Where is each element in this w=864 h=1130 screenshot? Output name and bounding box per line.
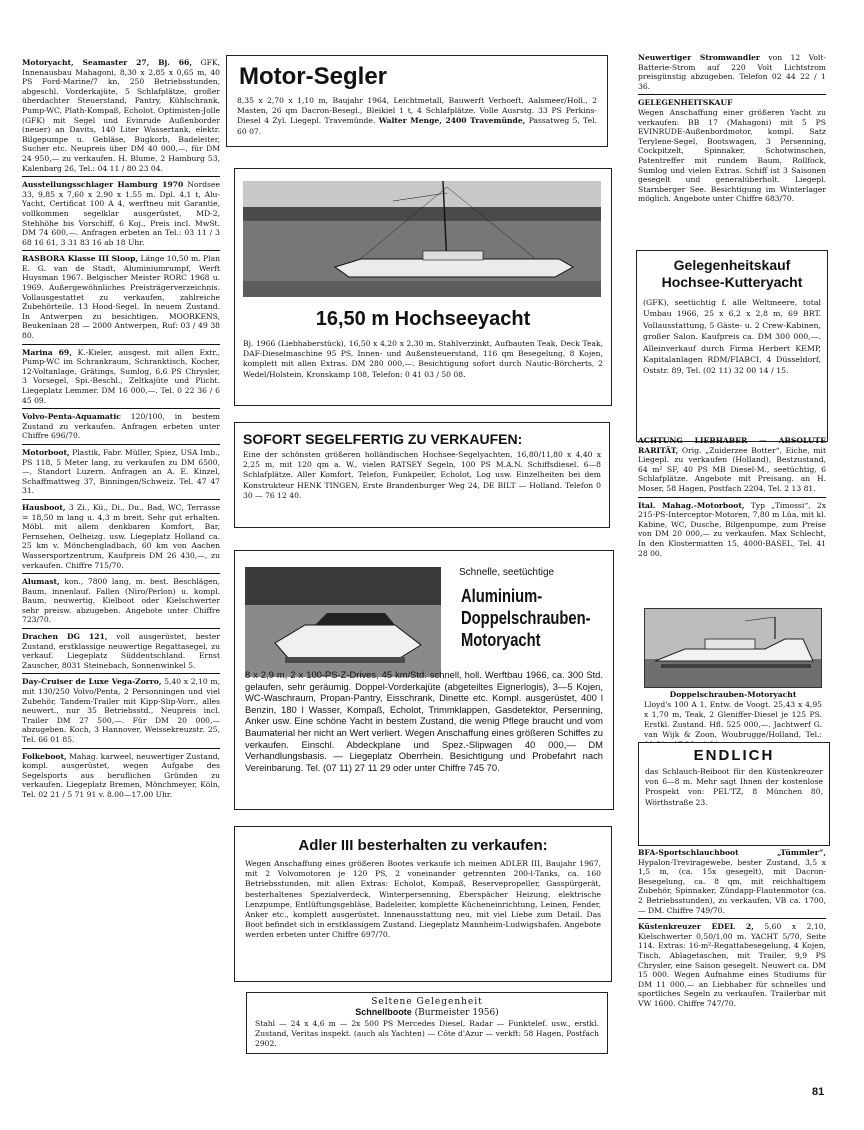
motoryacht-image	[645, 609, 821, 687]
classified-ad: Folkeboot, Mahag. karweel, neuwertiger Zustand, kompl. ausgerüstet, wegen Aufgabe des Segelsports aus beruflichen Gründen zu verkaufen. Liegeplatz Bremen, Mönchmeyer, Köln, Tel. 02 21 / 5 71 91 v. 8.00—17.00 Uhr.	[22, 751, 220, 799]
lloyds-yacht-ad	[644, 608, 822, 750]
seltene-gelegenheit-ad-box	[246, 992, 608, 1054]
classified-ad: Volvo-Penta-Aquamatic 120/100, in bestem Zustand zu verkaufen. Anfragen erbeten unter Chiffre 696/70.	[22, 412, 220, 441]
box-title: Aluminium- Doppelschrauben- Motoryacht	[461, 586, 591, 650]
sailing-yacht-image	[243, 181, 601, 297]
box-text: Bj. 1966 (Liebhaberstück), 16,50 x 4,20 x 2,30 m, Stahlverzinkt, Aufbauten Teak, Deck Teak, DAF-Dieselmaschine 95 PS, Innen- und Außensteuerstand, 116 qm Besegelung, 8 Kojen, komplett mit allen Extras. DM 280 000,—. Besichtigung sofort durch Nautic-Börcherts, 2 Wedel/Holstein, Kronskamp 108, Telefon: 0 41 03 / 50 08.	[243, 339, 603, 379]
segelfertig-ad-box	[234, 422, 610, 528]
box-text: Stahl — 24 x 4,6 m — 2x 500 PS Mercedes Diesel, Radar — Funktelef. usw., erstkl. Zustand, Veritas inspekt. (auch als Yachten) — Côte d'Azur — verkft: 58 Hagen, Postfach 2902.	[255, 1019, 599, 1049]
classified-ad: ACHTUNG LIEBHABER — ABSOLUTE RARITÄT, Orig. „Zuiderzee Botter“, Eiche, mit Liegepl. zu verkaufen (Holland), Bestzustand, 64 m² SF, 40 PS MB Diesel-M., seetüchtig, 6 Schlafplätze. Angebote mit Preisang. an H. Moser, 58 Hagen, Postfach 2204, Tel. 2 13 81.	[638, 436, 826, 493]
box-title: Schnellboote (Burmeister 1956)	[355, 1007, 499, 1018]
box-text: 8,35 x 2,70 x 1,10 m, Baujahr 1964, Leichtmetall, Bauwerft Verhoeft, Aalsmeer/Holl., 2 Masten, 26 qm Dacron-Besegl., Bleikiel 1 t, 4 Schlafplätze. Volle Ausrstg. 33 PS Perkins-Diesel 4 Zyl. Liegepl. Travemünde. Walter Menge, 2400 Travemünde, Passatweg 5, Tel. 60 07.	[237, 96, 597, 136]
box-title: Adler III besterhalten zu verkaufen:	[298, 837, 548, 854]
aluminium-motoryacht-ad-box	[234, 550, 614, 810]
classified-ad: Day-Cruiser de Luxe Vega-Zorro, 5,40 x 2,10 m, mit 130/250 Volvo/Penta, 2 Personningen und viel Zubehör, Tandem-Trailer mit Kipp-Slip-Vorr., alles neuwert., nur 35 Betriebsstd., Neupreis incl. Trailer DM 27 500,—. Für DM 20 000,— abzugeben. Koch, 3 Hannover, Weissekreuzstr. 25, Tel. 66 01 85.	[22, 677, 220, 744]
box-title: Motor-Segler	[239, 63, 388, 90]
box-text: Eine der schönsten größeren holländischen Hochsee-Segelyachten, 16,80/11,80 x 4,40 x 2,25 m, mit 120 qm a. W., vielen RATSEY Segeln, 100 PS M.A.N. Schiffsdiesel. 6—8 Schlafplätze. Aller Komfort, Telefon, Funkpeiler, Echolot, Log usw. Einzelheiten bei dem Konstrukteur HENK TINGEN, Erste Brandenburger Weg 24, DE BILT — Holland. Telefon 0 30 — 76 12 40.	[243, 450, 601, 500]
right-classifieds-column-3	[638, 848, 826, 1012]
classified-ad: Ausstellungsschlager Hamburg 1970 Nordsee 33, 9,85 x 7,60 x 2,90 x 1,55 m. Dpl. 4,1 t, Alu-Yacht, Certificat 100 A 4, werftneu mit Garantie, vollkommen segelklar ausgerüstet, MD-2, Stehhöhe bis Vorschiff, 6 Koj., Preis incl. MwSt. DM 74 600,—. Anfragen erbeten an Tel.: 03 11 / 3 68 16 61, 3 31 83 16 ab 18 Uhr.	[22, 180, 220, 247]
classified-ad: Marina 69, K.-Kieler, ausgest. mit allen Extr., Pump-WC im Schrankraum, Schranktisch, Kocher, 12-Voltanlage, Grätings, Sumlog, 6,6 PS Chrysler, 3 Vorsegel, Spi.-Beschl., Zeltkajüte und Plicht. Liegeplatz Lemmer. DM 16 000,—. Tel. 0 22 36 / 6 45 09.	[22, 347, 220, 405]
photo-caption-text: Lloyd's 100 A 1, Entw. de Voogt. 25,43 x 4,95 x 1,70 m, Teak, 2 Gleniffer-Diesel je 125 PS. Erstkl. Zustand. Hfl. 525 000,—. Jachtwerf G. van Wijk & Zoon, Woubrugge/Holland, Tel.:	[644, 700, 822, 739]
classified-ad: Hausboot, 3 Zi., Kü., Di., Du., Bad, WC, Terrasse = 18,50 m lang u. 4,3 m breit. Sehr gut erhalten. Möbl. mit allem denkbaren Komfort, Bar, Fernsehen, Oelheizg. usw. Liegeplatz Holland ca. 25 km v. Mönchengladbach, 60 km von Aachen Wassersportzentrum, Kaufpreis DM 26 430,—, zu verkaufen. Chiffre 715/70.	[22, 502, 220, 570]
classified-ad: Ital. Mahag.-Motorboot, Typ „Timossi“, 2x 215-PS-Interceptor-Motoren, 7,80 m Lüa, mit kl. Kabine, WC, Dusche, Bilgenpumpe, zum Preise von DM 20 000,— zu verkaufen. Max Schlecht, In den Klostermatten 15, 4000-BASEL, Tel. 41 28 00.	[638, 500, 827, 558]
photo-caption-title: Doppelschrauben-Motoryacht	[669, 690, 797, 699]
classified-ad: GELEGENHEITSKAUF Wegen Anschaffung einer größeren Yacht zu verkaufen: BB 17 (Mahagoni) mit 5 PS EVINRUDE-Außenbordmotor, kompl. Satz Terylene-Segel, Bootswagen, 3 Persenning, Cockpitzelt, Spinnaker, Schotwinschen, Patentreffer mit rundem Baum, Rollfock, Sumlog und vielen Extras. Schiff ist 3 Saisonen gesegelt und generalüberholt. Liegepl. Starnberger See. Besichtigung im Winterlager möglich. Angebote unter Chiffre 683/70.	[638, 98, 826, 204]
yacht-photo	[644, 608, 822, 688]
page-number: 81	[812, 1086, 825, 1098]
right-classifieds-column	[638, 53, 826, 207]
box-text: das Schlauch-Beiboot für den Küstenkreuzer von 6—8 m. Mehr sagt Ihnen der kostenlose Prospekt von: PEL'TZ, 8 München 80, Wörthstraße 23.	[645, 767, 823, 807]
classified-ad: Drachen DG 121, voll ausgerüstet, bester Zustand, erstklassige neuwertige Regattasegel, zu verkauf. Liegeplatz Süddeutschland. Ernst Zauscher, 8031 Steinebach, Sonnenwinkel 5.	[22, 632, 220, 670]
sailboat-photo	[243, 181, 601, 297]
classified-ad: Alumast, kon., 7800 lang, m. best. Beschlägen, Baum, innenlauf. Fallen (Niro/Perlon) u. kompl. Baum, neuwertig, Kielboot oder Kielschwerter sehr preisw. abzugeben. Angebote unter Chiffre 723/70.	[22, 577, 220, 625]
box-text: Wegen Anschaffung eines größeren Bootes verkaufe ich meinen ADLER III, Baujahr 1967, mit 2 Volvomotoren je 120 PS, 2 voneinander getrennten 200-l-Tanks, ca. 160 Betriebsstunden, mit allen Extras: Echolot, Kompaß, Reservepropeller, Gasspürgerät, besterhaltenes Spezialverdeck, Winterpersenning, Eberspächer Heizung, elektrische Lenzpumpe, Entlüftungsgebläse, Badeleiter, komplette Kücheneinrichtung, Leinen, Fender, Anker etc., komplett ausgerüstet. Innenausstattung neu, mit viel Liebe zum Detail. Das Boot befindet sich in erstklassigem Zustand. Liegeplatz Mannheim-Ludwigshafen. Angebote werden erbeten unter Chiffre 697/70.	[245, 859, 601, 940]
box-text: 8 x 2,9 m, 2 x 100-PS-Z-Drives, 45 km/Std. schnell, holl. Werftbau 1966, ca. 300 Std. gelaufen, sehr geräumig. Doppel-Vorderkajüte (abgeteiltes Eignerlogis), 3—5 Kojen, WC-Waschraum, Propan-Pantry, Eisschrank, Dinette etc. Kompl. ausgerüstet, 400 l Benzin, 180 l Wasser, Kompaß, Echolot, Trimmklappen, Gasdetektor, Persenning, Anker usw. Eine schöne Yacht in bestem Zustand, die wenig Pflege braucht und vom Baumaterial her nicht an Wert verliert. Wegen Anschaffung eines größeren Schiffes zu verkaufen. Einschl. Abdeckplane und Spez.-Slipwagen 40 000,— DM Verhandlungsbasis. — Liegeplatz Oberrhein. Besichtigung und Probefahrt nach Vereinbarung. Tel. (07 11) 27 11 29 oder unter Chiffre 745 70.	[245, 669, 603, 773]
classified-ad: Neuwertiger Stromwandler von 12 Volt-Batterie-Strom auf 220 Volt Lichtstrom preisgünstig abzugeben. Telefon 02 44 22 / 1 36.	[638, 53, 826, 91]
classified-ad: RASBORA Klasse III Sloop, Länge 10,50 m. Plan E. G. van de Stadt, Aluminiumrumpf, Werft Huysman 1967. Belgischer Meister RORC 1968 u. 1969. Außergewöhnliches Preisträgerverzeichnis. Vollausgestattet zu verkaufen, zahlreiche Zubehörteile. 13 Hood-Segel. In neuem Zustand. In Antwerpen zu besichtigen. MOORKENS, Beukenlaan 28 — 2000 Antwerpen, Ruf: 03 / 49 38 80.	[22, 254, 221, 341]
box-title: 16,50 m Hochseeyacht	[315, 308, 531, 330]
box-title: Gelegenheitskauf Hochsee-Kutteryacht	[661, 257, 803, 290]
right-classifieds-column-2	[638, 436, 826, 561]
box-text: (GFK), seetüchtig f. alle Weltmeere, total Umbau 1966, 25 x 6,2 x 2,8 m, 69 BRT. Vollausstattung, 5 Gäste- u. 2 Crew-Kabinen, großer Salon. Kaufpreis ca. DM 300 000,—. Alleinverkauf durch Firma Herbert KEMP, Kapitalanlagen RDM/FIABCI, 4 Düsseldorf, Oststr. 89, Tel. (02 11) 32 00 14 / 15.	[643, 298, 821, 376]
box-title: SOFORT SEGELFERTIG ZU VERKAUFEN:	[243, 431, 523, 447]
box-kicker: Seltene Gelegenheit	[371, 997, 483, 1007]
endlich-ad-box	[638, 742, 830, 846]
classified-ad: Motoryacht, Seamaster 27, Bj. 66, GFK, Innenausbau Mahagoni, 8,30 x 2,85 x 0,65 m, 40 PS Ford-Marine/7 kn, 250 Betriebsstunden, abgeschl. Vorderkajüte, 5 Schlafplätze, großer überdachter Steuerstand, Pantry, Kühlschrank, Pump-WC, Plath-Kompaß, Echolot. Optimisten-Jolle (GFK) mit Segel und Evinrude Außenborder (neuer) an Davits, 140 Liter Wassertank, elektr. Bilgepumpe u. Gebläse, Bugkorb, Badeleiter, Sucher etc. Neupreis über DM 40 000,—, für DM 24 950,— zu verkaufen. H. Blume, 2 Hamburg 53, Kalenbarg 26, Tel.: 04 11 / 80 23 04.	[22, 58, 220, 173]
kutteryacht-ad-box	[636, 250, 828, 442]
classified-ad: BFA-Sportschlauchboot „Tümmler“, Hypalon-Treviragewebe, bester Zustand, 3,5 x 1,5 m, (ca. 15x gesegelt), mit Dacron-Besegelung, ca. 8 qm, mit reichhaltigem Zubehör, Spinnaker, Zündapp-Flautenmotor (ca. 2 Betriebsstunden), zu verkaufen, VB ca. 1700,— DM. Chiffre 749/70.	[638, 848, 826, 915]
left-classifieds-column	[22, 58, 220, 803]
motor-segler-ad-box	[226, 55, 608, 147]
adler-ad-box	[234, 826, 612, 982]
box-kicker: Schnelle, seetüchtige	[459, 567, 555, 578]
hochseeyacht-ad-box	[234, 168, 612, 406]
box-title: ENDLICH	[693, 747, 775, 764]
motoryacht-photo	[245, 567, 441, 677]
motorboat-image	[245, 567, 441, 677]
classified-ad: Motorboot, Plastik, Fabr. Müller, Spiez, USA Imb., PS 118, 5 Meter lang, zu verkaufen zu DM 6500,—, Standort Luzern. Anfragen an A. E. Kinzel, Schaffmattweg 37, Binningen/Schweiz. Tel. 47 47 31.	[22, 447, 220, 496]
classified-ad: Küstenkreuzer EDEL 2, 5,60 x 2,10, Kielschwerter 0,50/1,00 m. YACHT 5/70, Seite 114. Extras: 16-m²-Regattabesegelung, 4 Kojen, Tisch, Ablagetaschen, mit Trailer, 9,9 PS Chrysler, eine Saison gesegelt. Neuwert ca. DM 15 000. Wegen Aufnahme eines Studiums für DM 11 000,— an Liebhaber für schnelles und sportliches Segeln zu verkaufen. Trailerbar mit VW 1600. Chiffre 747/70.	[638, 922, 826, 1008]
